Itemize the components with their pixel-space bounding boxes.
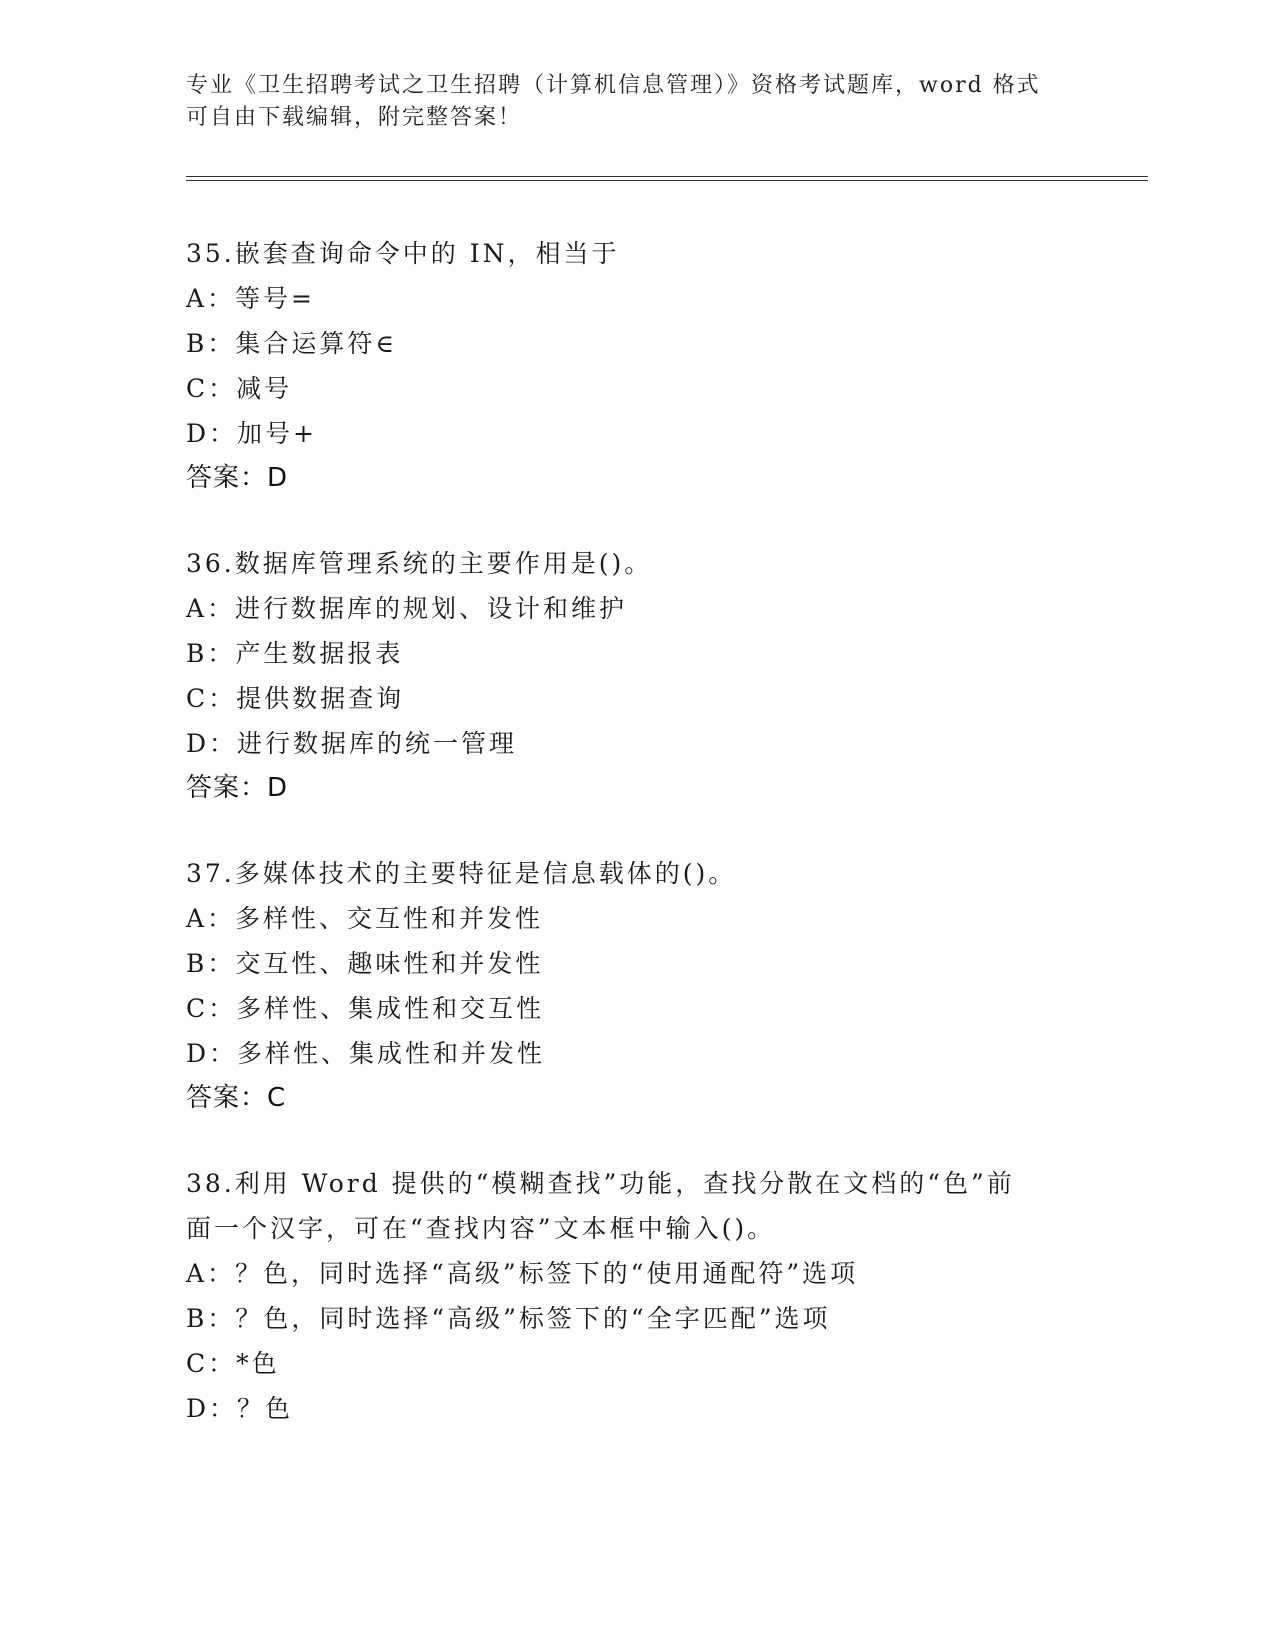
question-35 [186,231,1186,501]
option-c: C：*色 [186,1349,280,1378]
question-38 [186,1161,1186,1431]
question-stem: 35.嵌套查询命令中的 IN，相当于 [186,239,620,268]
option-b: B：？色，同时选择“高级”标签下的“全字匹配”选项 [186,1304,831,1333]
answer-line: 答案：D [186,773,289,803]
option-d: D：多样性、集成性和并发性 [186,1039,546,1068]
option-c: C：减号 [186,374,293,403]
answer-line: 答案：C [186,1083,287,1113]
option-b: B：交互性、趣味性和并发性 [186,949,544,978]
option-a: A：进行数据库的规划、设计和维护 [186,594,628,623]
option-d: D：？色 [186,1394,294,1423]
question-list [186,231,1186,1471]
question-stem-line-1: 38.利用 Word 提供的“模糊查找”功能，查找分散在文档的“色”前 [186,1169,1015,1198]
option-d: D：加号+ [186,419,317,448]
question-37 [186,851,1186,1121]
option-a: A：等号= [186,284,316,313]
rule-line-bottom [186,180,1148,181]
option-a: A：多样性、交互性和并发性 [186,904,544,933]
answer-line: 答案：D [186,463,289,493]
question-stem-line-2: 面一个汉字，可在“查找内容”文本框中输入()。 [186,1214,776,1243]
header-line-2: 可自由下载编辑，附完整答案！ [186,105,523,130]
header-double-rule [186,176,1148,182]
option-b: B：产生数据报表 [186,639,404,668]
question-stem: 36.数据库管理系统的主要作用是()。 [186,549,653,578]
question-stem: 37.多媒体技术的主要特征是信息载体的()。 [186,859,737,888]
rule-line-top [186,176,1148,177]
header-line-1: 专业《卫生招聘考试之卫生招聘（计算机信息管理）》资格考试题库，word 格式 [186,73,1041,98]
option-a: A：？色，同时选择“高级”标签下的“使用通配符”选项 [186,1259,859,1288]
document-header [186,70,1086,134]
option-b: B：集合运算符∈ [186,329,397,358]
option-d: D：进行数据库的统一管理 [186,729,518,758]
question-36 [186,541,1186,811]
option-c: C：多样性、集成性和交互性 [186,994,545,1023]
option-c: C：提供数据查询 [186,684,405,713]
